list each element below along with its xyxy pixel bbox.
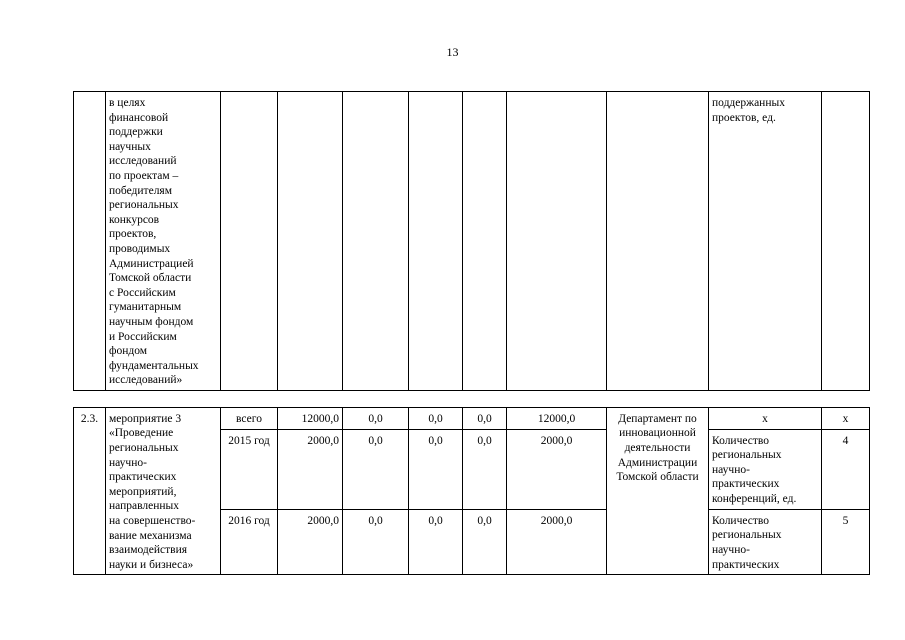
cont-v3-cell [463, 92, 507, 391]
value-cell-2: 0,0 [409, 407, 463, 429]
value-cell-3: 0,0 [463, 407, 507, 429]
value-cell-3: 0,0 [463, 509, 507, 575]
indicator-cell: Количество региональных научно- практических [709, 509, 822, 575]
value-cell-2: 0,0 [409, 429, 463, 509]
cont-number-cell [74, 92, 106, 391]
item-activity: мероприятие 3 «Проведение региональных научно- практических мероприятий, направленных на совершенство- вание механизма взаимодействия науки и бизнеса» [106, 407, 221, 575]
executor-cell: Департамент по инновационной деятельности Администрации Томской области [607, 407, 709, 575]
cont-v1-cell [343, 92, 409, 391]
continuation-row [74, 92, 870, 391]
cont-v2-cell [409, 92, 463, 391]
value-cell-2: 0,0 [409, 509, 463, 575]
value-cell-1: 0,0 [343, 429, 409, 509]
indicator-value-cell: 4 [822, 429, 870, 509]
separator-row [74, 390, 870, 407]
value-cell-4: 12000,0 [507, 407, 607, 429]
period-cell: 2015 год [221, 429, 278, 509]
table-row [74, 407, 870, 429]
total-cell: 12000,0 [278, 407, 343, 429]
program-table [73, 91, 870, 575]
total-cell: 2000,0 [278, 509, 343, 575]
cont-period-cell [221, 92, 278, 391]
value-cell-1: 0,0 [343, 509, 409, 575]
indicator-cell: Количество региональных научно- практических конференций, ед. [709, 429, 822, 509]
cont-total-cell [278, 92, 343, 391]
item-number: 2.3. [74, 407, 106, 575]
value-cell-3: 0,0 [463, 429, 507, 509]
page-number: 13 [446, 45, 459, 59]
cont-v4-cell [507, 92, 607, 391]
cont-indicator-cell: поддержанных проектов, ед. [709, 92, 822, 391]
value-cell-4: 2000,0 [507, 509, 607, 575]
period-cell: всего [221, 407, 278, 429]
cont-executor-cell [607, 92, 709, 391]
value-cell-4: 2000,0 [507, 429, 607, 509]
indicator-cell: х [709, 407, 822, 429]
indicator-value-cell: х [822, 407, 870, 429]
cont-activity-cell: в целях финансовой поддержки научных исследований по проектам – победителям региональных конкурсов проектов, проводимых Администрацией Томской области с Российским гуманитарным научным фондом и Российским фондом фундаментальных исследований» [106, 92, 221, 391]
cont-value-cell [822, 92, 870, 391]
indicator-value-cell: 5 [822, 509, 870, 575]
total-cell: 2000,0 [278, 429, 343, 509]
value-cell-1: 0,0 [343, 407, 409, 429]
period-cell: 2016 год [221, 509, 278, 575]
